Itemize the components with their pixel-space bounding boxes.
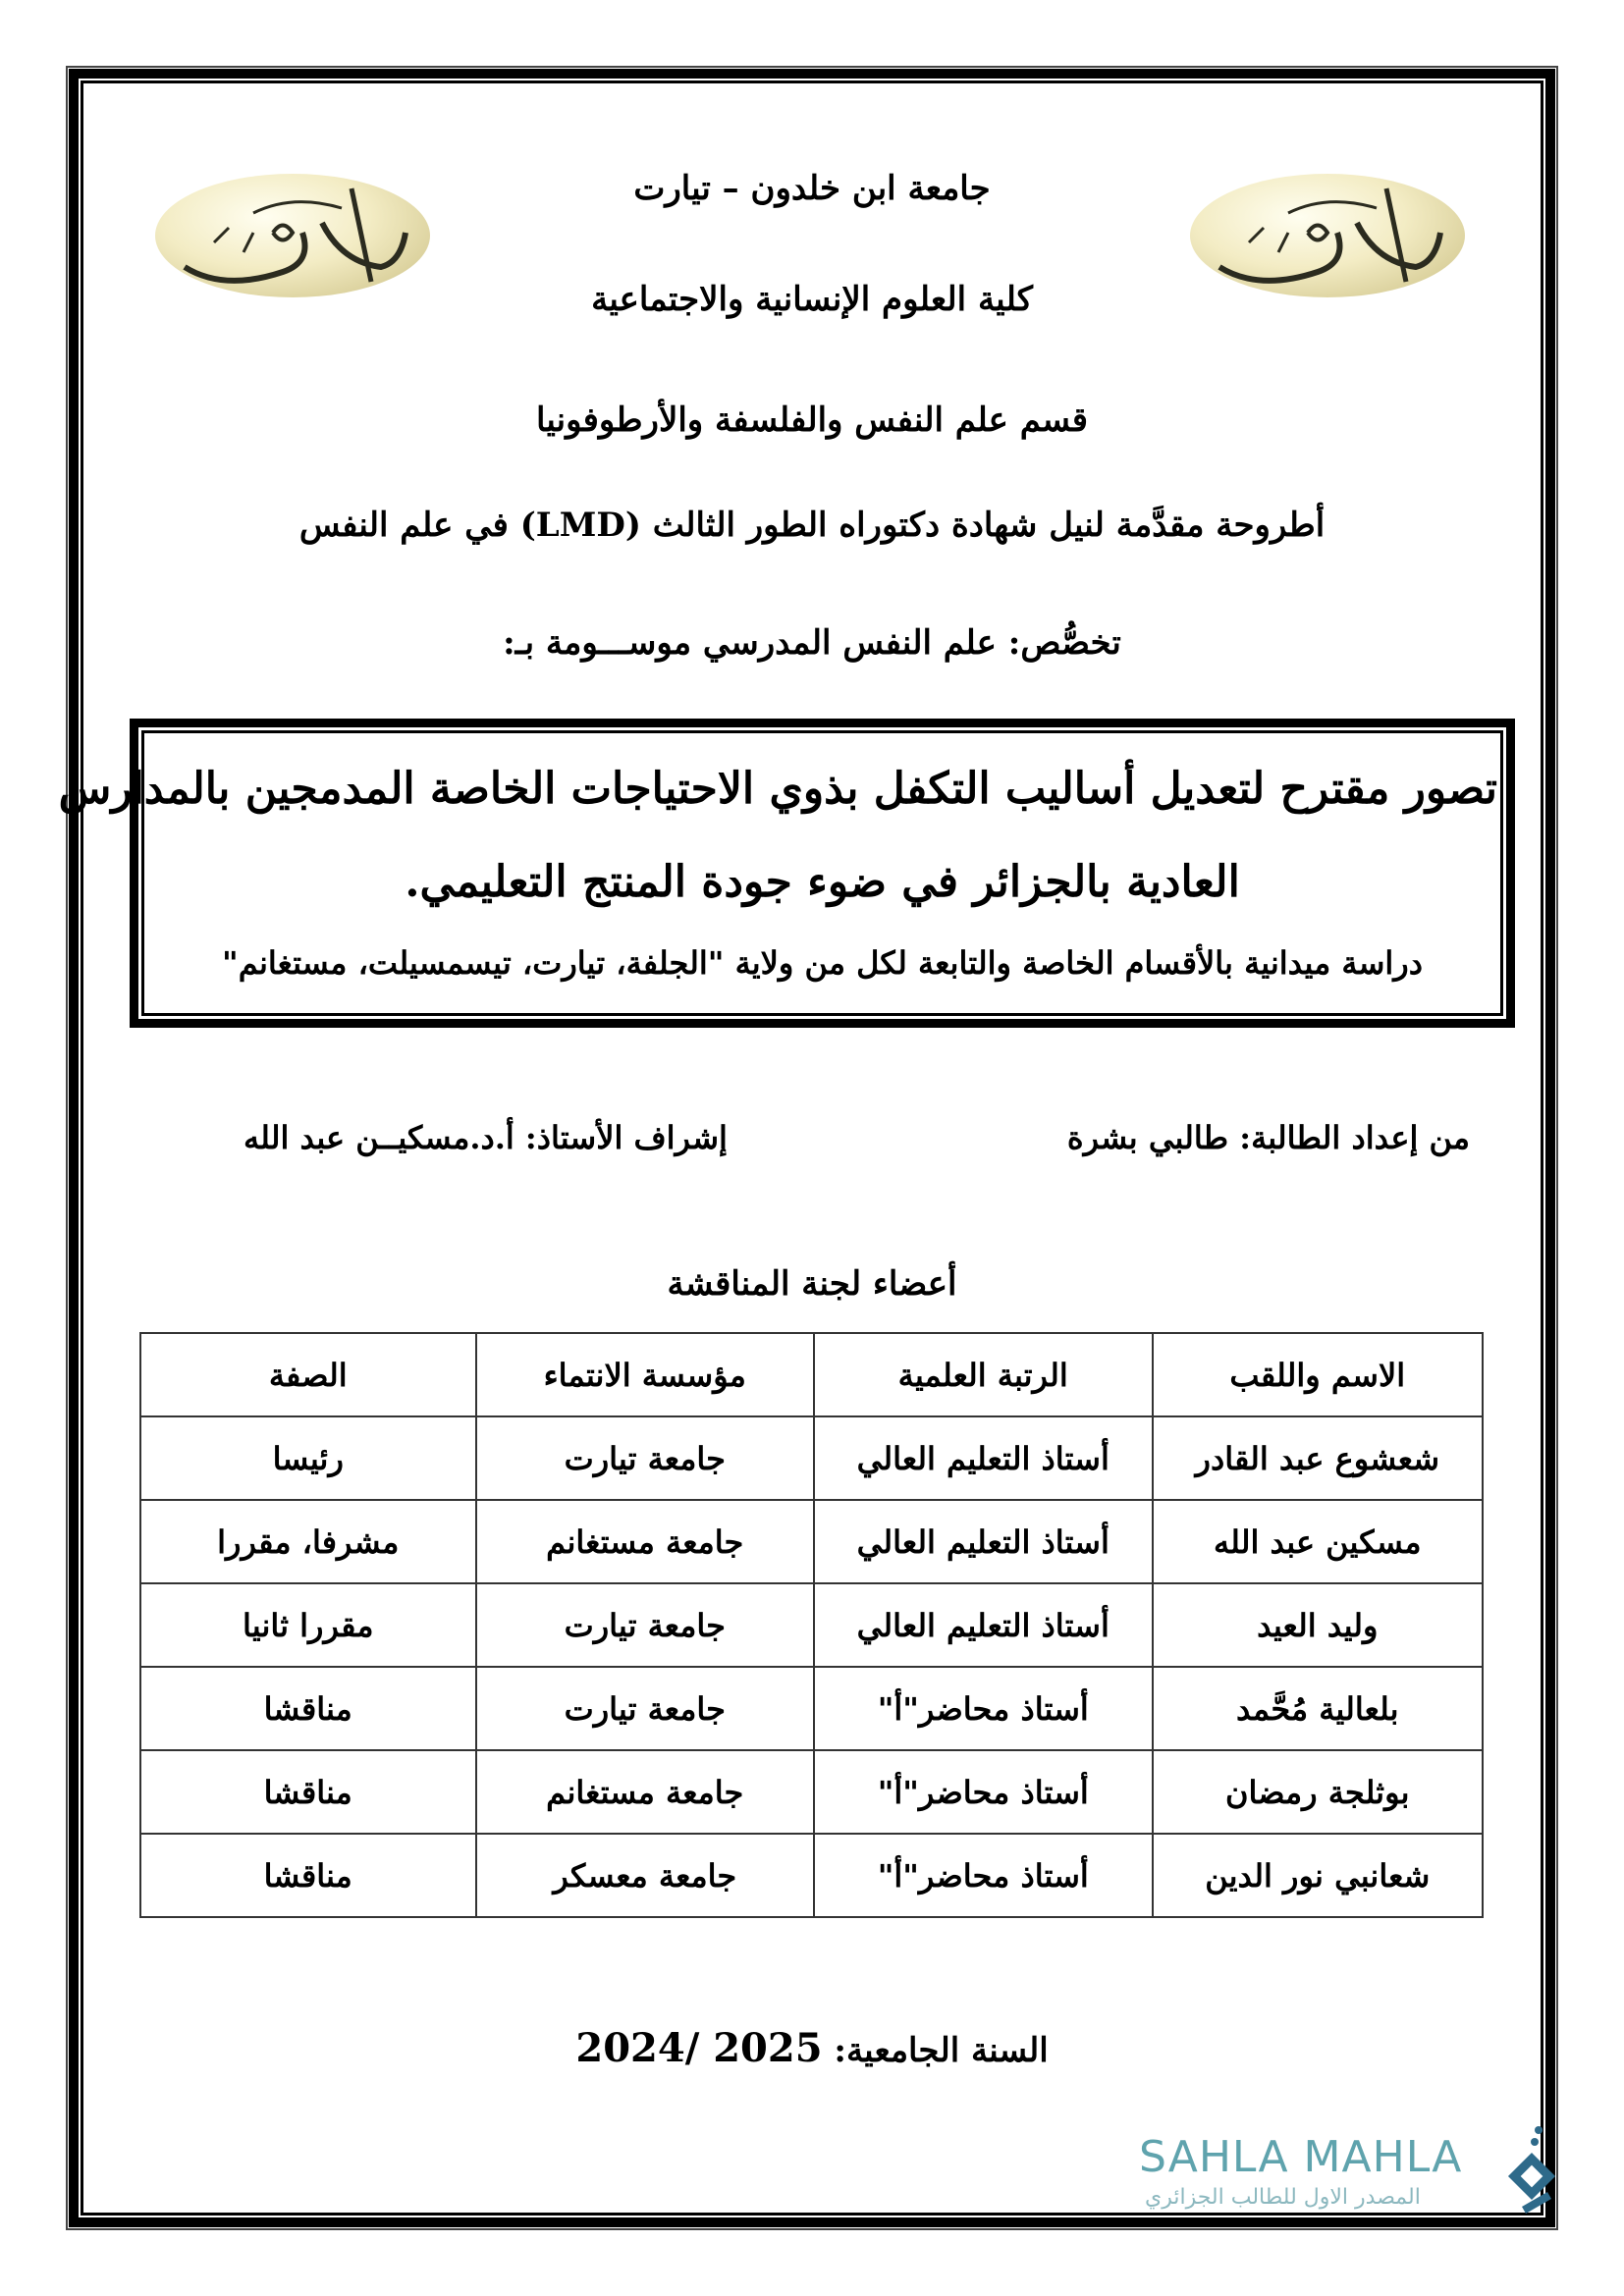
member-name: شعشوع عبد القادر: [1153, 1416, 1483, 1500]
member-institution: جامعة تيارت: [476, 1416, 814, 1500]
member-institution: جامعة مستغانم: [476, 1500, 814, 1583]
table-row: [140, 1667, 1483, 1750]
table-row: [140, 1500, 1483, 1583]
department-name: قسم علم النفس والفلسفة والأرطوفونيا: [536, 400, 1088, 440]
specialty: تخصُّص: علم النفس المدرسي موســـومة بـ:: [503, 623, 1121, 663]
university-name: جامعة ابن خلدون – تيارت: [633, 169, 991, 208]
member-role: مناقشا: [140, 1834, 476, 1917]
member-rank: أستاذ محاضر"أ": [814, 1667, 1153, 1750]
committee-table: [139, 1332, 1484, 1918]
member-rank: أستاذ محاضر"أ": [814, 1834, 1153, 1917]
member-rank: أستاذ التعليم العالي: [814, 1416, 1153, 1500]
academic-year-label: السنة الجامعية:: [834, 2031, 1049, 2070]
member-name: مسكين عبد الله: [1153, 1500, 1483, 1583]
table-row: [140, 1416, 1483, 1500]
member-role: مناقشا: [140, 1750, 476, 1834]
column-header-institution: مؤسسة الانتماء: [476, 1333, 814, 1416]
table-row: [140, 1583, 1483, 1667]
thesis-title-line-1: تصور مقترح لتعديل أساليب التكفل بذوي الاحتياجات الخاصة المدمجين بالمدارس: [58, 764, 1497, 814]
watermark-tagline: المصدر الاول للطالب الجزائري: [1145, 2185, 1421, 2210]
member-rank: أستاذ محاضر"أ": [814, 1750, 1153, 1834]
member-role: مناقشا: [140, 1667, 476, 1750]
member-rank: أستاذ التعليم العالي: [814, 1583, 1153, 1667]
member-name: وليد العيد: [1153, 1583, 1483, 1667]
thesis-subtitle: دراسة ميدانية بالأقسام الخاصة والتابعة لكل من ولاية "الجلفة، تيارت، تيسمسيلت، مستغانم": [222, 944, 1423, 982]
table-row: [140, 1834, 1483, 1917]
sahla-mahla-watermark: [1139, 2120, 1532, 2228]
member-institution: جامعة تيارت: [476, 1583, 814, 1667]
column-header-role: الصفة: [140, 1333, 476, 1416]
committee-heading: أعضاء لجنة المناقشة: [667, 1264, 957, 1304]
member-institution: جامعة تيارت: [476, 1667, 814, 1750]
table-header-row: [140, 1333, 1483, 1416]
student-name: من إعداد الطالبة: طالبي بشرة: [1066, 1119, 1470, 1156]
academic-year-value: 2024/ 2025: [575, 2025, 823, 2071]
member-name: بوثلجة رمضان: [1153, 1750, 1483, 1834]
supervisor-name: إشراف الأستاذ: أ.د.مسكيــن عبد الله: [244, 1119, 728, 1156]
member-name: بلعالية مُحَّمد: [1153, 1667, 1483, 1750]
academic-year: [0, 2025, 1624, 2071]
member-institution: جامعة مستغانم: [476, 1750, 814, 1834]
thesis-title-line-2: العادية بالجزائر في ضوء جودة المنتج التعليمي.: [405, 857, 1240, 907]
member-rank: أستاذ التعليم العالي: [814, 1500, 1153, 1583]
thesis-type: أطروحة مقدَّمة لنيل شهادة دكتوراه الطور الثالث (LMD) في علم النفس: [298, 506, 1326, 545]
member-name: شعانبي نور الدين: [1153, 1834, 1483, 1917]
column-header-rank: الرتبة العلمية: [814, 1333, 1153, 1416]
table-row: [140, 1750, 1483, 1834]
member-role: رئيسا: [140, 1416, 476, 1500]
member-institution: جامعة معسكر: [476, 1834, 814, 1917]
column-header-name: الاسم واللقب: [1153, 1333, 1483, 1416]
member-role: مشرفا، مقررا: [140, 1500, 476, 1583]
sahla-mahla-logo-icon: [1507, 2120, 1556, 2228]
watermark-brand: SAHLA MAHLA: [1139, 2132, 1463, 2182]
faculty-name: كلية العلوم الإنسانية والاجتماعية: [591, 280, 1033, 319]
member-role: مقررا ثانيا: [140, 1583, 476, 1667]
